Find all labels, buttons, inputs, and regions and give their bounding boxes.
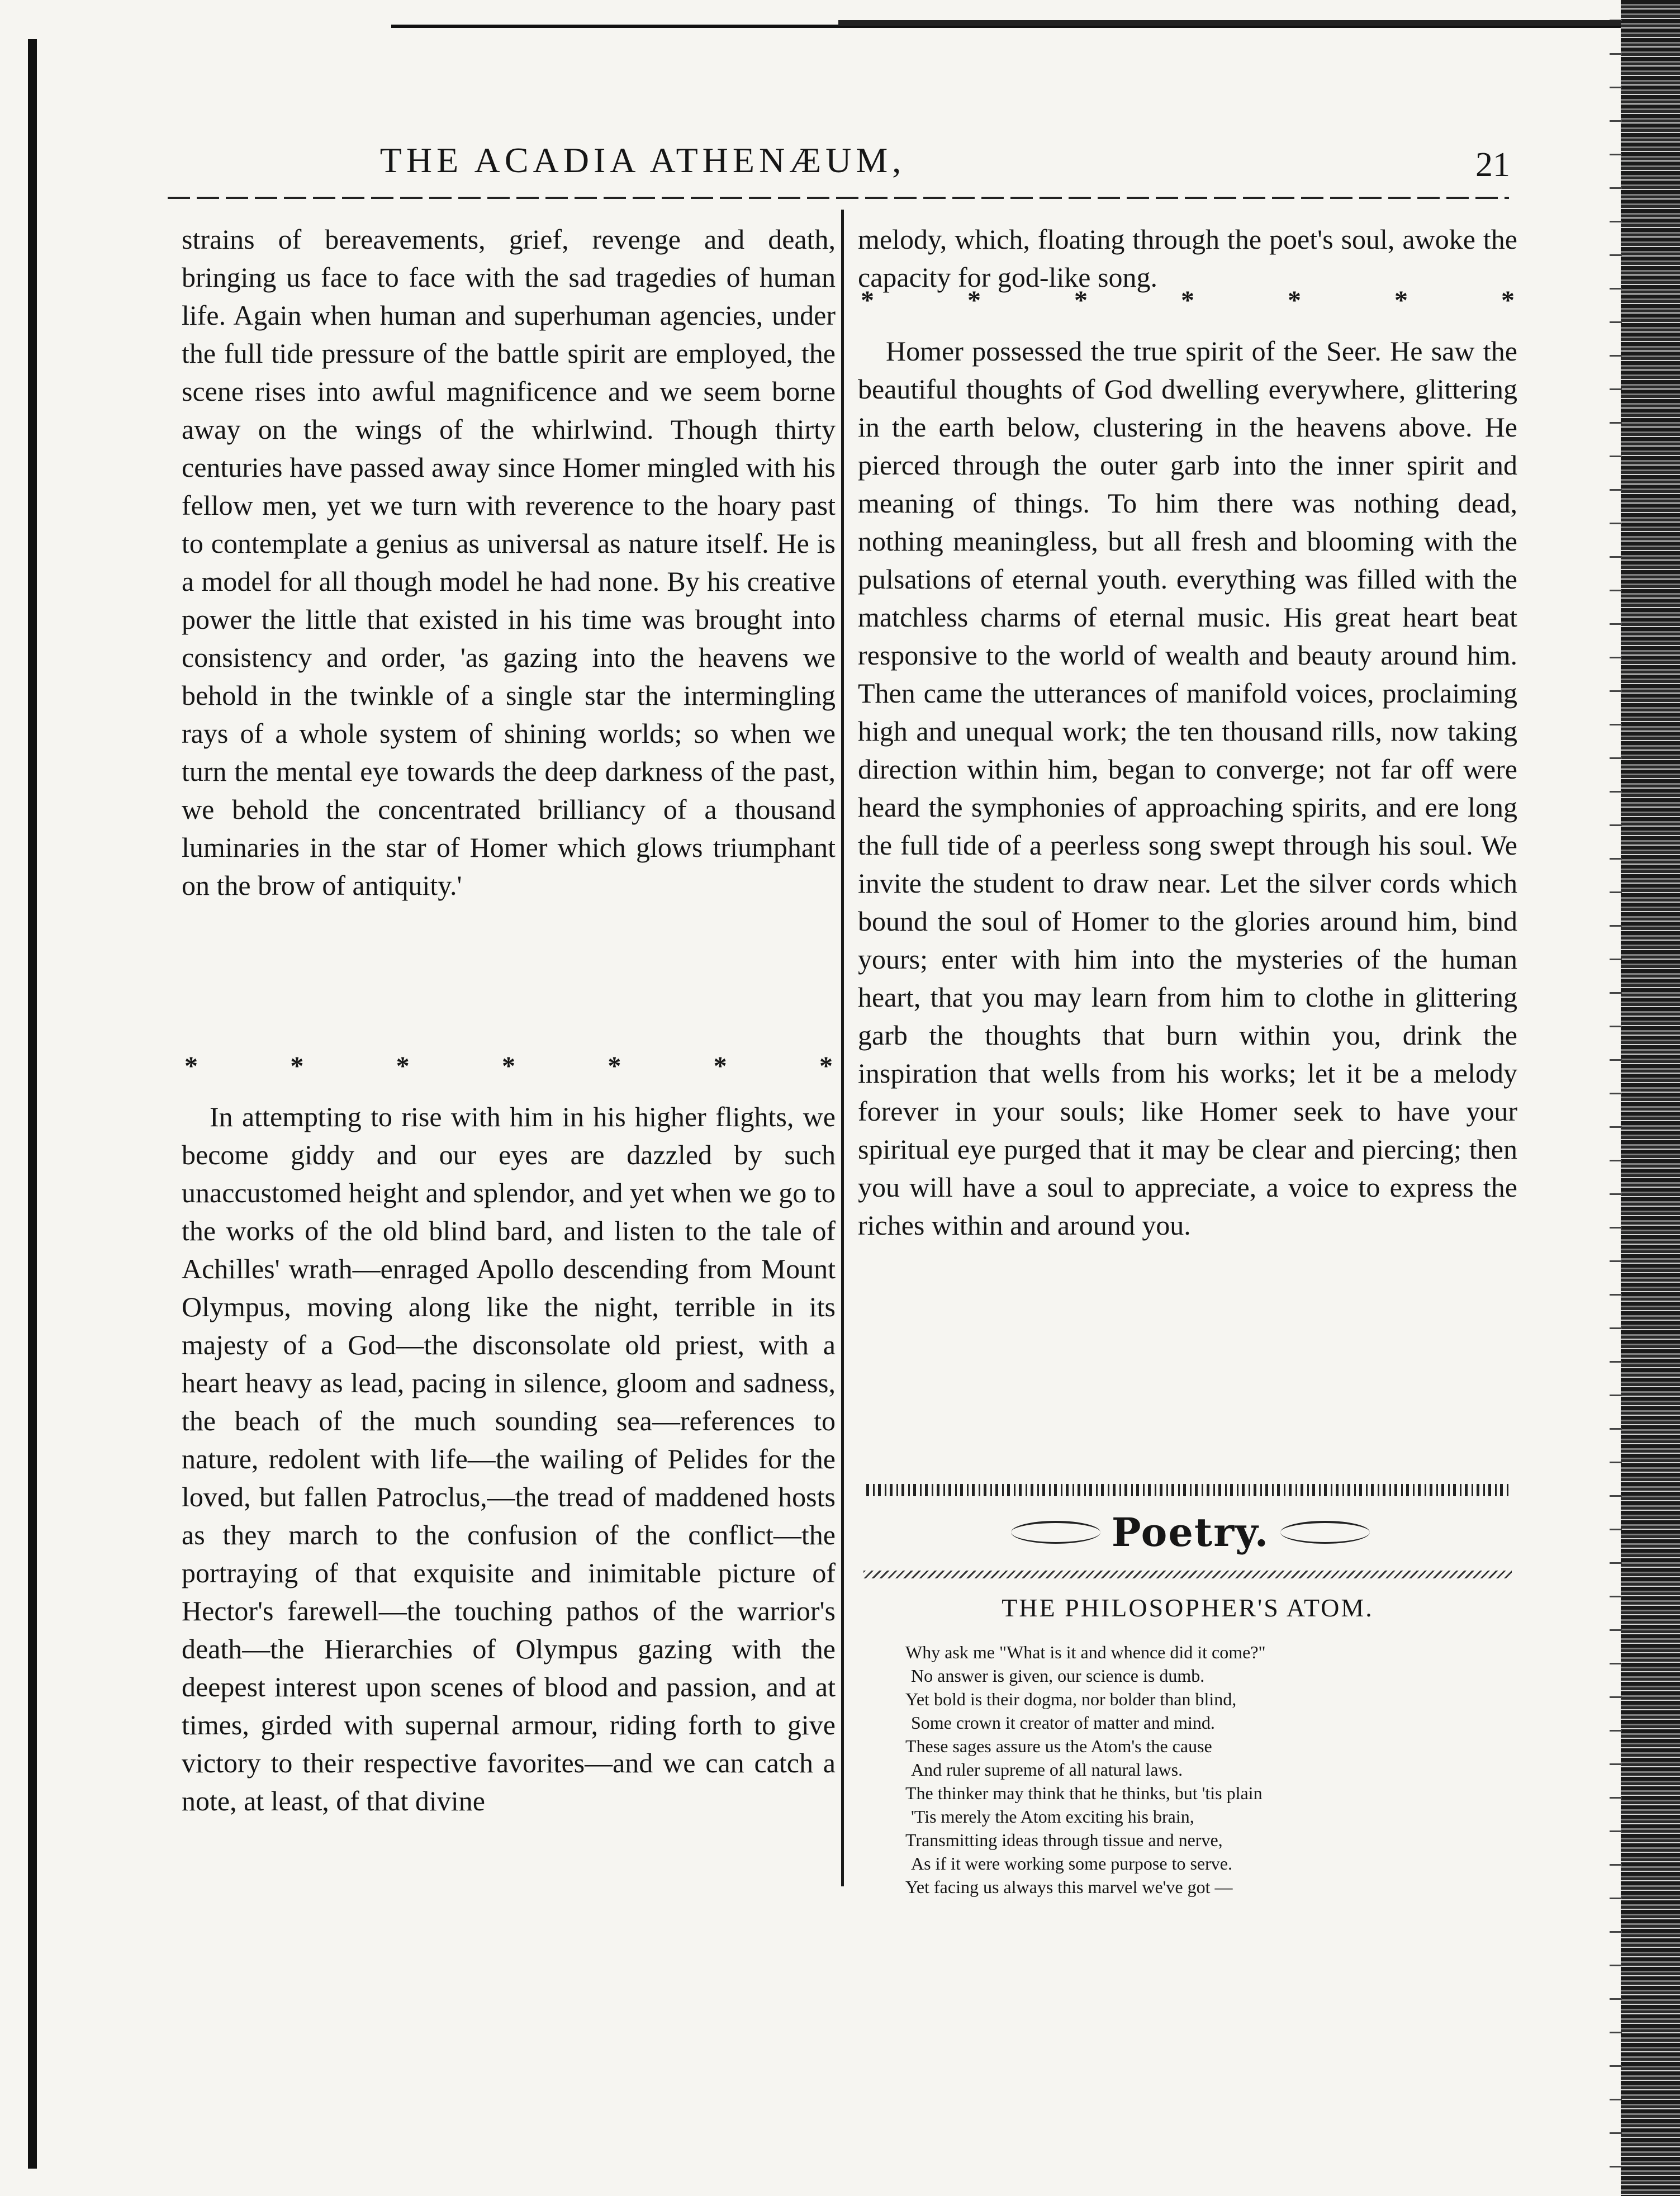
- right-section-break: [861, 285, 1515, 316]
- asterisk: *: [1501, 286, 1515, 315]
- running-title: THE ACADIA ATHENÆUM,: [379, 140, 906, 180]
- poem-line: Yet bold is their dogma, nor bolder than blind,: [905, 1689, 1237, 1709]
- asterisk: *: [608, 1051, 621, 1081]
- section-title: Poetry.: [1111, 1509, 1270, 1555]
- poem-body: [905, 1640, 1498, 1899]
- page-number: 21: [1475, 146, 1510, 184]
- right-column-paragraph-2: Homer possessed the true spirit of the Seer. He saw the beautiful thoughts of God dwelling everywhere, glittering in the earth below, clustering in the heavens above. He pierced through the outer garb into the inner spirit and meaning of things. To him there was nothing dead, nothing meaningless, but all fresh and blooming with the pulsations of eternal youth. everything was filled with the matchless charms of eternal music. His great heart beat responsive to the world of wealth and beauty around him. Then came the utterances of manifold voices, proclaiming high and unequal work; the ten thousand rills, now taking direction within him, began to converge; not far off were heard the symphonies of approaching spirits, and ere long the full tide of a peerless song swept through his soul. We invite the student to draw near. Let the silver cords which bound the soul of Homer to the glories around him, bind yours; enter with him into the mysteries of the human heart, that you may learn from him to clothe in glittering garb the thoughts that burn within you, drink the inspiration that wells from his works; let it be a melody forever in your souls; like Homer seek to have your spiritual eye purged that it may be clear and piercing; then you will have a soul to appreciate, a voice to express the riches within and around you.: [858, 335, 1517, 1241]
- right-swash-ornament: [1280, 1521, 1370, 1544]
- poetry-section-heading: [967, 1509, 1414, 1555]
- asterisk: *: [967, 286, 981, 315]
- poem-line: 'Tis merely the Atom exciting his brain,: [911, 1806, 1194, 1827]
- left-column-paragraph-1: strains of bereavements, grief, revenge and death, bringing us face to face with the sad tragedies of human life. Again when human and superhuman agencies, under the full tide pressure of the battle spirit are employed, the scene rises into awful magnificence and we seem borne away on the wings of the whirlwind. Though thirty centuries have passed away since Homer mingled with his fellow men, yet we turn with reverence to the hoary past to contemplate a genius as universal as nature itself. He is a model for all though model he had none. By his creative power the little that existed in his time was brought into consistency and order, 'as gazing into the heavens we behold in the twinkle of a single star the intermingling rays of a whole system of shining worlds; so when we turn the mental eye towards the deep darkness of the past, we behold the concentrated brilliancy of a thousand luminaries in the star of Homer which glows triumphant on the brow of antiquity.': [182, 224, 836, 901]
- poem-line: These sages assure us the Atom's the cause: [905, 1736, 1212, 1756]
- asterisk: *: [861, 286, 874, 315]
- left-swash-ornament: [1011, 1521, 1100, 1544]
- poem-line: Transmitting ideas through tissue and nerve,: [905, 1830, 1223, 1850]
- page-edge-left: [28, 39, 37, 2169]
- poem-line: Some crown it creator of matter and mind.: [911, 1713, 1215, 1733]
- poem-line: Yet facing us always this marvel we've got —: [905, 1877, 1233, 1897]
- asterisk: *: [819, 1051, 833, 1081]
- asterisk: *: [1394, 286, 1408, 315]
- ornamental-rule: [866, 1484, 1509, 1496]
- left-column-paragraph-2: In attempting to rise with him in his higher flights, we become giddy and our eyes are dazzled by such unaccustomed height and splendor, and yet when we go to the works of the old blind bard, and listen to the tale of Achilles' wrath—enraged Apollo descending from Mount Olympus, moving along like the night, terrible in its majesty of a God—the disconsolate old priest, with a heart heavy as lead, pacing in silence, gloom and sadness, the beach of the much sounding sea—references to nature, redolent with life—the wailing of Pelides for the loved, but fallen Patroclus,—the tread of maddened hosts as they march to the confusion of the conflict—the portraying of that exquisite and inimitable picture of Hector's farewell—the touching pathos of the warrior's death—the Hierarchies of Olympus gazing with the deepest interest upon scenes of blood and passion, and at times, girded with supernal armour, riding forth to give victory to their respective favorites—and we can catch a note, at least, of that divine: [182, 1101, 836, 1816]
- asterisk: *: [396, 1051, 410, 1081]
- asterisk: *: [713, 1051, 727, 1081]
- wavy-rule: [863, 1571, 1512, 1578]
- poem-line: No answer is given, our science is dumb.: [911, 1666, 1205, 1686]
- asterisk: *: [1074, 286, 1088, 315]
- asterisk: *: [184, 1051, 198, 1081]
- asterisk: *: [501, 1051, 515, 1081]
- asterisk: *: [1181, 286, 1194, 315]
- header-rule: [168, 197, 1509, 199]
- asterisk: *: [290, 1051, 304, 1081]
- top-edge-shadow: [838, 20, 1621, 26]
- poem-line: And ruler supreme of all natural laws.: [911, 1759, 1183, 1780]
- column-divider: [841, 210, 844, 1886]
- poem-line: The thinker may think that he thinks, but 'tis plain: [905, 1783, 1263, 1803]
- right-column-paragraph-1: melody, which, floating through the poet's soul, awoke the capacity for god-like song.: [858, 224, 1517, 293]
- poem-title: THE PHILOSOPHER'S ATOM.: [1002, 1593, 1374, 1622]
- left-section-break: [184, 1051, 833, 1082]
- asterisk: *: [1288, 286, 1301, 315]
- binding-edge: [1621, 0, 1680, 2196]
- poem-line: As if it were working some purpose to serve.: [911, 1853, 1232, 1874]
- binding-shadow: [1610, 0, 1622, 2196]
- poem-line: Why ask me "What is it and whence did it come?": [905, 1642, 1266, 1662]
